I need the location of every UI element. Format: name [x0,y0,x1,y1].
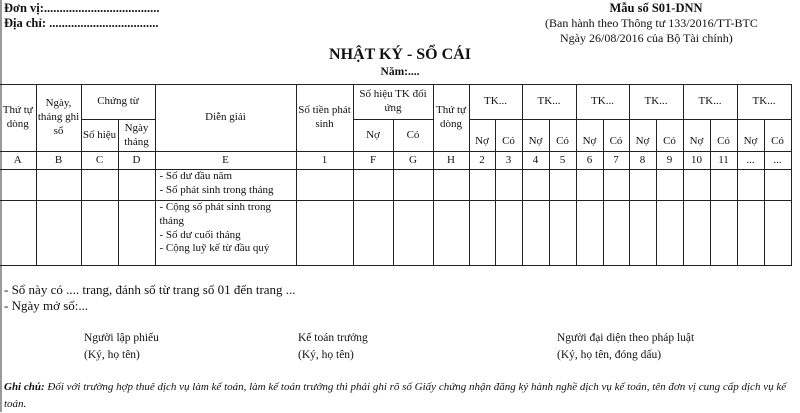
column-code: G [393,152,433,170]
cell [629,201,656,266]
cell [656,201,683,266]
header-account-4-credit: Có [656,120,683,152]
cell [576,201,603,266]
cell [683,170,710,201]
header-account-2: TK... [522,85,576,120]
column-code: 5 [549,152,576,170]
cell [36,201,81,266]
header-contra-credit: Có [393,120,433,152]
cell [656,170,683,201]
cell [0,170,36,201]
column-code-row [0,152,791,170]
header-row-order-2: Thứ tự dòng [433,85,469,152]
cell [549,201,576,266]
column-code: ... [737,152,764,170]
header-account-2-credit: Có [549,120,576,152]
signature-instruction: (Ký, họ tên) [298,349,354,361]
column-code: 8 [629,152,656,170]
cell [603,201,629,266]
signature-preparer [84,330,159,364]
cell [629,170,656,201]
description-line: - Số dư cuối tháng [159,228,241,241]
header-voucher-number: Số hiệu [81,120,118,152]
column-code: F [353,152,393,170]
header-voucher: Chứng từ [81,85,155,120]
header-row-order: Thứ tự dòng [0,85,36,152]
cell [353,170,393,201]
footnote-label: Ghi chú: [4,381,45,393]
cell [0,201,36,266]
column-code: 7 [603,152,629,170]
header-account-5-debit: Nợ [683,120,710,152]
cell [522,201,549,266]
column-code: 6 [576,152,603,170]
signature-chief-accountant [298,330,368,364]
cell [522,170,549,201]
cell [36,170,81,201]
header-description: Diễn giải [155,85,296,152]
signature-role: Người đại diện theo pháp luật [557,332,695,344]
cell [603,170,629,201]
cell [576,170,603,201]
header-contra-account: Số hiệu TK đối ứng [353,85,433,120]
cell [469,201,495,266]
address-label: Địa chỉ: ................................... [4,16,159,30]
column-code: D [118,152,155,170]
cell [469,170,495,201]
cell [710,170,737,201]
column-code: H [433,152,469,170]
header-account-3-debit: Nợ [576,120,603,152]
header-record-date: Ngày, tháng ghi sổ [36,85,81,152]
cell [764,201,791,266]
cell [296,201,353,266]
header-account-6-credit: Có [764,120,791,152]
issued-by-line1: (Ban hành theo Thông tư 133/2016/TT-BTC [545,16,758,30]
footnote [4,379,796,413]
year-label: Năm:.... [380,66,420,78]
description-line: - Số phát sinh trong tháng [159,183,274,196]
column-code: A [0,152,36,170]
header-account-1: TK... [469,85,522,120]
open-date-note: - Ngày mở sổ:... [4,298,89,313]
header-account-4-debit: Nợ [629,120,656,152]
cell [495,201,522,266]
cell [118,170,155,201]
cell [683,201,710,266]
unit-label: Đơn vị:..................................... [4,1,160,15]
cell [737,170,764,201]
column-code: 2 [469,152,495,170]
description-cell [155,201,296,266]
column-code: 4 [522,152,549,170]
cell [495,170,522,201]
cell [81,170,118,201]
cell [353,201,393,266]
ledger-table [0,84,792,266]
signature-legal-representative [557,330,694,364]
header-account-3-credit: Có [603,120,629,152]
description-line: - Cộng số phát sinh trong tháng [159,201,272,227]
form-code: Mẫu số S01-DNN [609,1,703,15]
cell [549,170,576,201]
cell [393,170,433,201]
header-account-3: TK... [576,85,629,120]
description-cell [155,170,296,201]
column-code: B [36,152,81,170]
cell [81,201,118,266]
footnote-text: Đối với trường hợp thuê dịch vụ làm kế toán, làm kế toán trưởng thì phải ghi rõ số Giấy chứng nhận đăng ký hành nghề dịch vụ kế toán, tên đơn vị cung cấp dịch vụ kế toán. [4,381,787,410]
cell [433,201,469,266]
signature-instruction: (Ký, họ tên) [84,349,140,361]
column-code: 11 [710,152,737,170]
column-code: E [155,152,296,170]
cell [118,201,155,266]
cell [737,201,764,266]
column-code: 1 [296,152,353,170]
signature-role: Kế toán trưởng [298,332,368,344]
issued-by-line2: Ngày 26/08/2016 của Bộ Tài chính) [560,31,733,45]
cell [764,170,791,201]
header-account-6: TK... [737,85,791,120]
header-contra-debit: Nợ [353,120,393,152]
header-account-6-debit: Nợ [737,120,764,152]
description-line: - Số dư đầu năm [159,170,233,182]
header-account-2-debit: Nợ [522,120,549,152]
header-amount: Số tiền phát sinh [296,85,353,152]
description-line: - Cộng luỹ kế từ đầu quý [159,242,270,255]
table-row [0,201,791,266]
column-code: ... [764,152,791,170]
cell [296,170,353,201]
header-account-5-credit: Có [710,120,737,152]
column-code: C [81,152,118,170]
header-account-5: TK... [683,85,737,120]
header-account-1-credit: Có [495,120,522,152]
header-account-4: TK... [629,85,683,120]
column-code: 10 [683,152,710,170]
column-code: 3 [495,152,522,170]
column-code: 9 [656,152,683,170]
table-row [0,170,791,201]
header-voucher-date: Ngày tháng [118,120,155,152]
cell [433,170,469,201]
pages-note: - Sổ này có .... trang, đánh số từ trang số 01 đến trang ... [4,282,296,297]
signature-instruction: (Ký, họ tên, đóng dấu) [557,349,662,361]
cell [710,201,737,266]
document-title: NHẬT KÝ - SỔ CÁI [329,46,471,63]
header-account-1-debit: Nợ [469,120,495,152]
signature-role: Người lập phiếu [84,332,159,344]
cell [393,201,433,266]
